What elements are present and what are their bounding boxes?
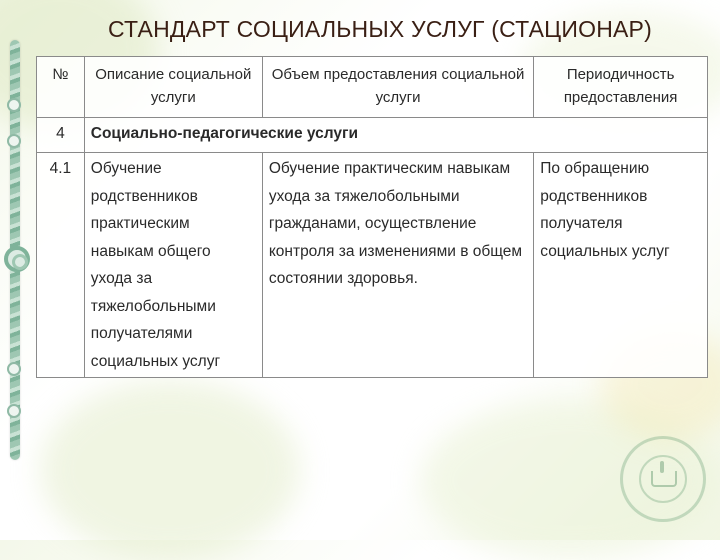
rope-knot-icon: [4, 246, 30, 272]
header-number: №: [37, 57, 85, 118]
table-header-row: [37, 57, 708, 118]
background-leaf: [40, 380, 300, 560]
row-number: 4.1: [37, 153, 85, 378]
section-title: Социально-педагогические услуги: [84, 118, 707, 153]
rope-ring-icon: [7, 362, 21, 376]
header-periodicity: Периодичность предоставления: [534, 57, 708, 118]
table-row: [37, 153, 708, 378]
section-row: [37, 118, 708, 153]
rope-ring-icon: [7, 404, 21, 418]
header-description: Описание социальной услуги: [84, 57, 262, 118]
rope-ring-icon: [7, 134, 21, 148]
page-title: СТАНДАРТ СОЦИАЛЬНЫХ УСЛУГ (СТАЦИОНАР): [108, 16, 652, 42]
rope-ring-icon: [7, 98, 21, 112]
row-volume: Обучение практическим навыкам ухода за тяжелобольными гражданами, осуществление контроля за изменениями в общем состоянии здоровья.: [262, 153, 533, 378]
section-number: 4: [37, 118, 85, 153]
header-volume: Объем предоставления социальной услуги: [262, 57, 533, 118]
row-description: Обучение родственников практическим навыкам общего ухода за тяжелобольными получателями социальных услуг: [84, 153, 262, 378]
row-periodicity: По обращению родственников получателя социальных услуг: [534, 153, 708, 378]
services-table: [36, 56, 708, 378]
book-emblem-icon: [620, 436, 706, 522]
book-icon: [639, 455, 687, 503]
